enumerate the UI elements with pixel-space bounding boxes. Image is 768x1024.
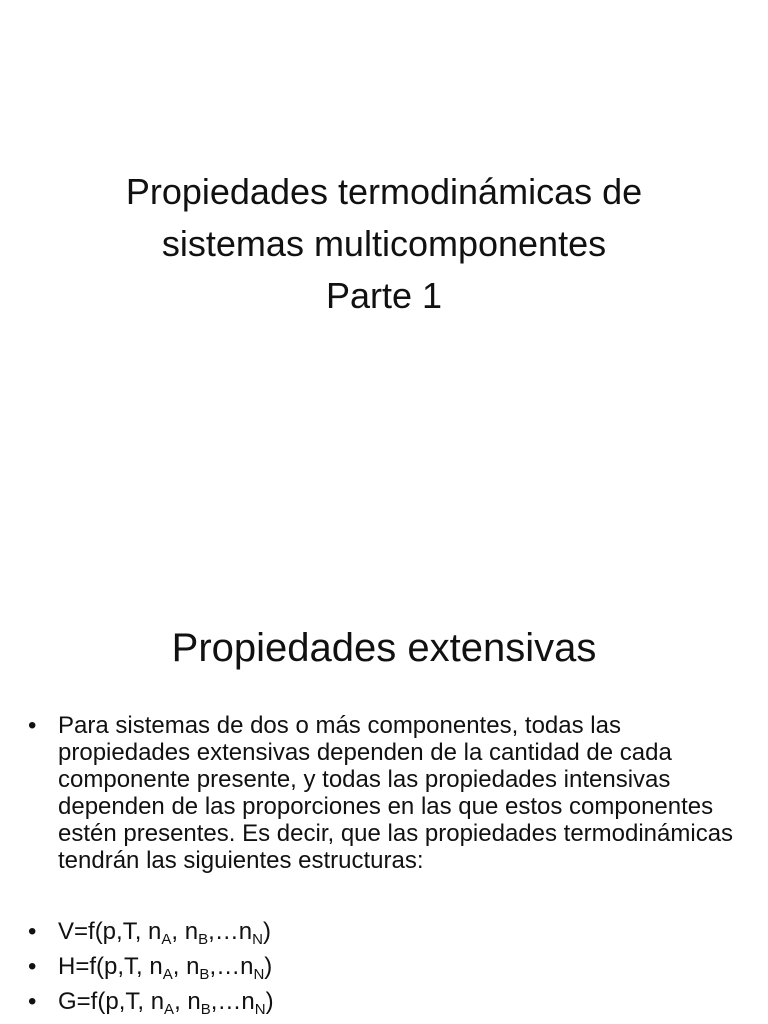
bullet-icon: • <box>28 953 37 980</box>
bullet-icon: • <box>28 712 37 739</box>
equation-v: V=f(p,T, $n_A$, $n_B,\dots n_N$) <box>58 918 271 948</box>
equation-item <box>28 953 740 983</box>
bullet-list <box>28 712 740 1023</box>
equation-item <box>28 918 740 948</box>
equation-h: H=f(p,T, $n_A$, $n_B,\dots n_N$) <box>58 953 273 983</box>
title-line-1: Propiedades termodinámicas de <box>125 171 643 212</box>
title-line-3: Parte 1 <box>325 275 443 316</box>
paragraph-text: Para sistemas de dos o más componentes, todas las propiedades extensivas dependen de la cantidad de cada componente presente, y todas las propiedades intensivas dependen de las proporciones en las que estos componentes estén presentes. Es decir, que las propiedades termodinámicas tendrán las siguientes estructuras: <box>58 712 734 874</box>
title-line-2: sistemas multicomponentes <box>161 223 607 264</box>
slide-title: Propiedades extensivas <box>171 626 597 670</box>
spacer <box>28 874 740 918</box>
equation-item <box>28 988 740 1018</box>
bullet-icon: • <box>28 988 37 1015</box>
equation-g: G=f(p,T, $n_A$, $n_B,\dots n_N$) <box>58 988 274 1018</box>
presentation-title <box>40 166 728 322</box>
list-item <box>28 712 740 874</box>
content-slide <box>0 576 768 1024</box>
bullet-icon: • <box>28 918 37 945</box>
